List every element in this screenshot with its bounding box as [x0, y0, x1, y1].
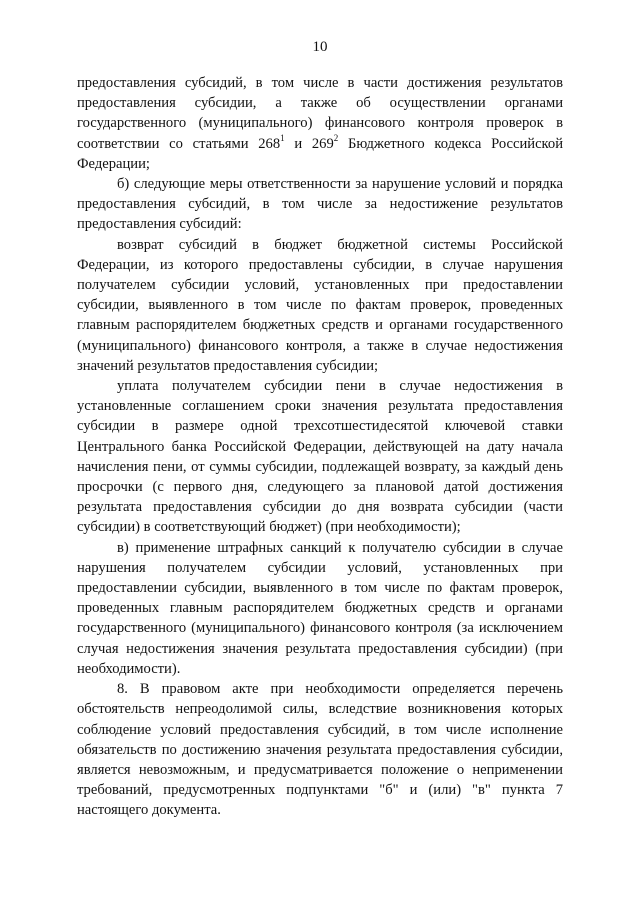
paragraph-penalty-payment: уплата получателем субсидии пени в случае недостижения в установленные соглашением сроки значения результата предоставления субсидии в размере одной трехсотшестидесятой ключевой ставки Центрального банка Российской Федерации, действующей на дату начала начисления пени, от суммы субсидии, подлежащей возврату, за каждый день просрочки (с первого дня, следующего за плановой датой достижения результата предоставления субсидии до дня возврата субсидии (части субсидии) в соответствующий бюджет) (при необходимости);: [77, 378, 563, 536]
footnote-marker: 2: [333, 132, 339, 143]
paragraph-fines: в) применение штрафных санкций к получателю субсидии в случае нарушения получателем субсидии условий, установленных при предоставлении субсидии, выявленного в том числе по фактам проверок, проведенных главным распорядителем бюджетных средств и органами государственного (муниципального) финансового контроля (за исключением случая недостижения значения результата предоставления субсидии) (при необходимости).: [77, 539, 563, 677]
paragraph-text: предоставления субсидий, в том числе в части достижения результатов предоставления субсидии, а также об осуществлении органами государственного (муниципального) финансового контроля проверок в соответствии со статьями 268: [77, 75, 563, 152]
paragraph-text: и 269: [284, 135, 334, 152]
paragraph-text: Бюджетного кодекса Российской Федерации;: [77, 135, 564, 172]
paragraph-subsidy-return: возврат субсидий в бюджет бюджетной системы Российской Федерации, из которого предоставлены субсидии, в случае нарушения получателем субсидии условий, установленных при предоставлении субсидии, выявленного в том числе по фактам проверок, проведенных главным распорядителем бюджетных средств и органами государственного (муниципального) финансового контроля, а также в случае недостижения значений результатов предоставления субсидии;: [77, 236, 563, 374]
page-number: 10: [312, 39, 328, 55]
paragraph-force-majeure: 8. В правовом акте при необходимости определяется перечень обстоятельств непреодолимой силы, вследствие возникновения которых соблюдение условий предоставления субсидий, в том числе исполнение обязательств по достижению значения результата предоставления субсидии, является невозможным, и предусматривается положение о неприменении требований, предусмотренных подпунктами "б" и (или) "в" пункта 7 настоящего документа.: [77, 681, 563, 819]
paragraph-audit-provisions: [77, 73, 563, 174]
body-text: [77, 73, 563, 821]
footnote-marker: 1: [280, 132, 285, 143]
paragraph-liability-measures: б) следующие меры ответственности за нарушение условий и порядка предоставления субсидий, в том числе за недостижение результатов предоставления субсидий:: [77, 176, 563, 233]
